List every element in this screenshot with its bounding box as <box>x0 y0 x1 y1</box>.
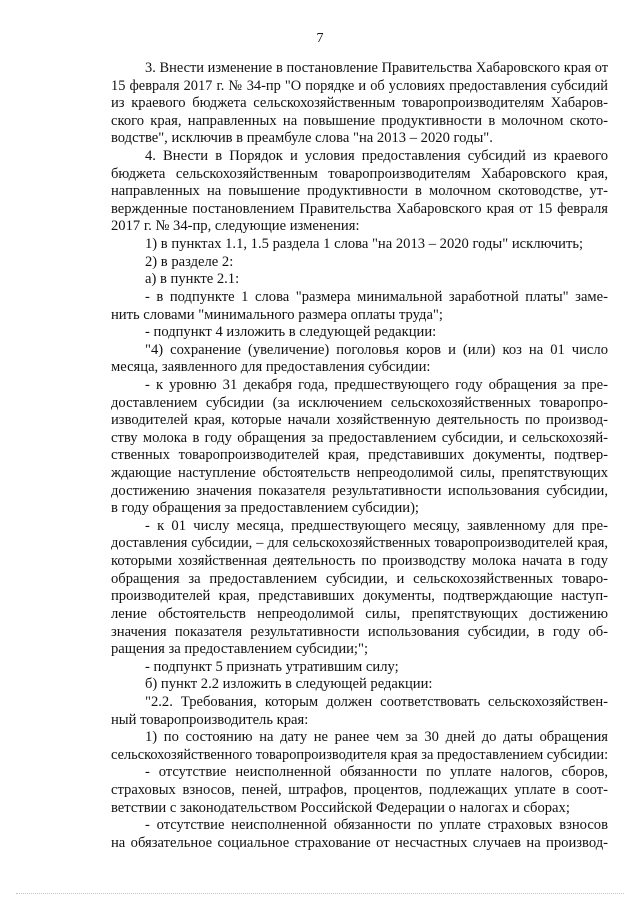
text-line: - к 01 числу месяца, предшествующего месяцу, заявленному для пре- <box>145 517 608 534</box>
text-line: доставлением субсидии (за исключением сельскохозяйственных товаропро- <box>111 394 608 411</box>
text-line: месяца, заявленного для предоставления субсидии: <box>111 359 431 376</box>
text-line: 4. Внести в Порядок и условия предоставления субсидий из краевого <box>145 148 608 165</box>
text-line: ству молока в году обращения за предоставлением субсидии, и сельскохозяй- <box>111 429 608 446</box>
text-line: которыми хозяйственная деятельность по производству молока начата в году <box>111 553 608 570</box>
document-body <box>111 60 608 852</box>
text-line: - к уровню 31 декабря года, предшествующего году обращения за пре- <box>145 376 608 393</box>
text-line: ращения за предоставлением субсидии;"; <box>111 641 369 658</box>
text-line: - отсутствие неисполненной обязанности по уплате налогов, сборов, <box>145 764 608 781</box>
text-line: из краевого бюджета сельскохозяйственным товаропроизводителям Хабаров- <box>111 95 608 112</box>
text-line: производителей края, представивших документы, подтверждающие наступ- <box>111 588 608 605</box>
text-line: - отсутствие неисполненной обязанности по уплате страховых взносов <box>145 817 608 834</box>
page-number: 7 <box>316 31 324 46</box>
text-line: ственных товаропроизводителей края, представивших документы, подтвер- <box>111 447 608 464</box>
text-line: ветствии с законодательством Российской Федерации о налогах и сборах; <box>111 799 570 816</box>
text-line: - подпункт 5 признать утратившим силу; <box>145 658 399 675</box>
text-line: бюджета сельскохозяйственным товаропроизводителям Хабаровского края, <box>111 165 608 182</box>
text-line: 2) в разделе 2: <box>145 253 234 270</box>
text-line: 1) в пунктах 1.1, 1.5 раздела 1 слова "на 2013 – 2020 годы" исключить; <box>145 236 584 253</box>
text-line: на обязательное социальное страхование от несчастных случаев на производ- <box>111 834 608 851</box>
text-line: "2.2. Требования, которым должен соответствовать сельскохозяйствен- <box>145 693 608 710</box>
text-line: ный товаропроизводитель края: <box>111 711 309 728</box>
text-line: вержденные постановлением Правительства Хабаровского края от 15 февраля <box>111 200 608 217</box>
text-line: - в подпункте 1 слова "размера минимальной заработной платы" заме- <box>145 288 608 305</box>
text-line: водстве", исключив в преамбуле слова "на 2013 – 2020 годы". <box>111 130 493 147</box>
text-line: 2017 г. № 34-пр, следующие изменения: <box>111 218 360 235</box>
text-line: достижению значения показателя результативности использования субсидии, <box>111 482 608 499</box>
text-line: б) пункт 2.2 изложить в следующей редакции: <box>145 676 433 693</box>
text-line: "4) сохранение (увеличение) поголовья коров и (или) коз на 01 число <box>145 341 608 358</box>
text-line: 3. Внести изменение в постановление Правительства Хабаровского края от <box>145 60 608 76</box>
text-line: нить словами "минимального размера оплаты труда"; <box>111 306 443 323</box>
text-line: направленных на повышение продуктивности в молочном скотоводстве, ут- <box>111 183 608 200</box>
text-line: 15 февраля 2017 г. № 34-пр "О порядке и об условиях предоставления субсидий <box>111 77 608 94</box>
text-line: сельскохозяйственного товаропроизводителя края за предоставлением субсидии: <box>111 746 609 763</box>
scan-artifact-line <box>16 893 624 894</box>
text-line: обращения за предоставлением субсидии, и сельскохозяйственных товаро- <box>111 570 608 587</box>
text-line: ление обстоятельств непреодолимой силы, препятствующих достижению <box>111 605 608 622</box>
text-line: 1) по состоянию на дату не ранее чем за 30 дней до даты обращения <box>145 729 608 746</box>
text-line: ского края, направленных на повышение продуктивности в молочном ското- <box>111 112 608 129</box>
text-line: страховых взносов, пеней, штрафов, процентов, подлежащих уплате в соот- <box>111 781 608 798</box>
text-line: в году обращения за предоставлением субсидии); <box>111 500 419 517</box>
text-line: а) в пункте 2.1: <box>145 271 240 288</box>
text-line: ждающие наступление обстоятельств непреодолимой силы, препятствующих <box>111 465 608 482</box>
text-line: доставления субсидии, – для сельскохозяйственных товаропроизводителей края, <box>111 535 608 552</box>
text-line: - подпункт 4 изложить в следующей редакции: <box>145 324 437 341</box>
text-line: значения показателя результативности использования субсидии, в году об- <box>111 623 608 640</box>
text-line: изводителей края, которые начали хозяйственную деятельность по производ- <box>111 412 608 429</box>
